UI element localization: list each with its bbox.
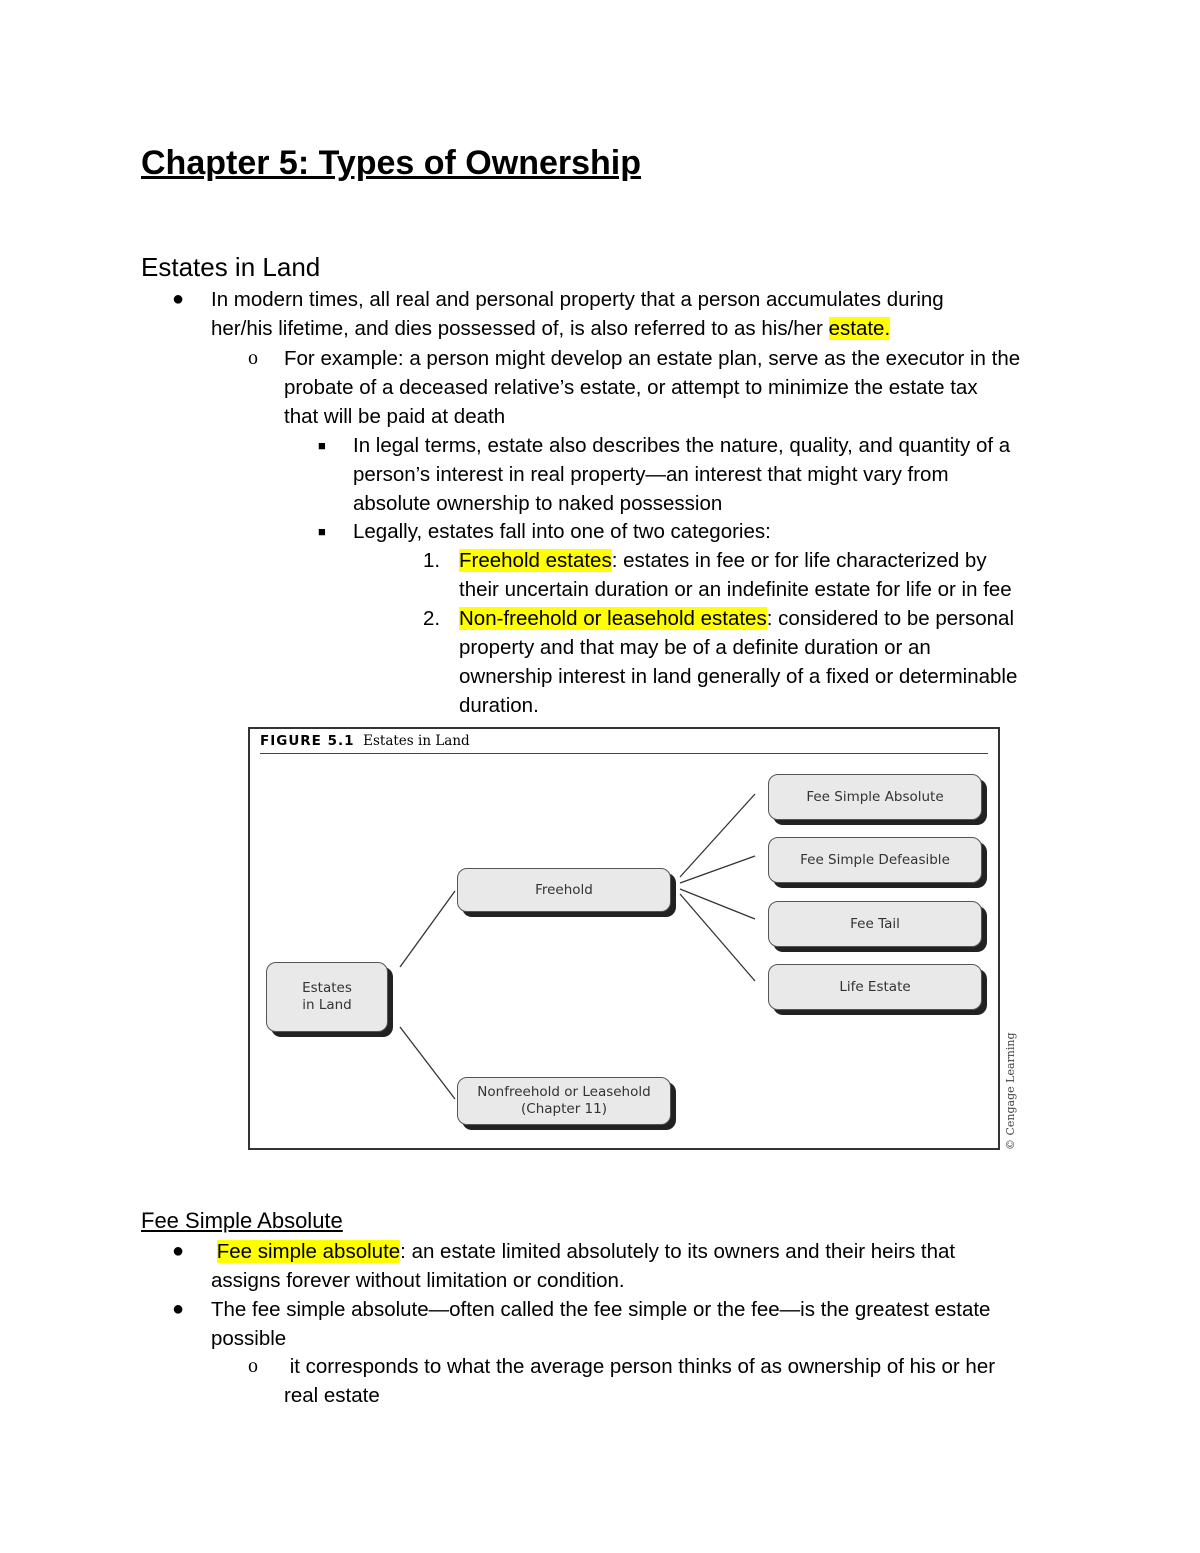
bullet-icon: ● (172, 288, 185, 310)
connector-freehold-fsd (680, 856, 755, 883)
subsub-bullet-text: Legally, estates fall into one of two categories: (353, 520, 771, 543)
figure-title: FIGURE 5.1 Estates in Land (260, 733, 470, 749)
circle-bullet-icon: o (248, 1355, 258, 1377)
bullet-icon: ● (172, 1240, 185, 1262)
connector-freehold-tail (680, 889, 755, 919)
connector-freehold-life (680, 894, 755, 981)
page-title: Chapter 5: Types of Ownership (141, 144, 642, 182)
node-nonfreehold: Nonfreehold or Leasehold (Chapter 11) (457, 1077, 671, 1125)
list-number: 2. (423, 607, 441, 630)
node-freehold: Freehold (457, 868, 671, 912)
node-fee-tail: Fee Tail (768, 901, 982, 947)
highlight-estate: estate. (828, 317, 891, 340)
numbered-item-freehold: Freehold estates: estates in fee or for life characterized by their uncertain duration or an indefinite estate for life or in fee (459, 549, 1012, 601)
sub-bullet-text: it corresponds to what the average person thinks of as ownership of his or her real estate (284, 1355, 996, 1407)
square-bullet-icon: ■ (318, 524, 326, 539)
subsub-bullet-text: In legal terms, estate also describes the nature, quality, and quantity of a person’s interest in real property—an interest that might vary from absolute ownership to naked possession (353, 434, 1011, 515)
bullet-text: Fee simple absolute: an estate limited absolutely to its owners and their heirs that assigns forever without limitation or condition. (211, 1240, 956, 1292)
connector-freehold-fsa (680, 794, 755, 877)
node-estates-in-land: Estates in Land (266, 962, 388, 1032)
bullet-icon: ● (172, 1298, 185, 1320)
node-life-estate: Life Estate (768, 964, 982, 1010)
highlight-fee-simple-absolute: Fee simple absolute (216, 1240, 401, 1263)
section-heading-fee-simple-absolute: Fee Simple Absolute (141, 1208, 343, 1233)
figure-credit: © Cengage Learning (1004, 1032, 1017, 1150)
connector-root-freehold (400, 891, 455, 967)
square-bullet-icon: ■ (318, 438, 326, 453)
circle-bullet-icon: o (248, 347, 258, 369)
figure-estates-in-land (248, 727, 1000, 1150)
bullet-text: In modern times, all real and personal property that a person accumulates during her/his lifetime, and dies possessed of, is also referred to as his/her estate. (211, 288, 944, 340)
highlight-nonfreehold: Non-freehold or leasehold estates (459, 607, 767, 630)
connector-root-nonfreehold (400, 1027, 455, 1099)
highlight-freehold: Freehold estates (459, 549, 612, 572)
list-number: 1. (423, 549, 441, 572)
section-heading-estates-in-land: Estates in Land (141, 252, 321, 282)
node-fee-simple-absolute: Fee Simple Absolute (768, 774, 982, 820)
sub-bullet-text: For example: a person might develop an estate plan, serve as the executor in the probate of a deceased relative’s estate, or attempt to minimize the estate tax that will be paid at death (284, 347, 1021, 428)
numbered-item-nonfreehold: Non-freehold or leasehold estates: considered to be personal property and that may be of a definite duration or an ownership interest in land generally of a fixed or determinable duration. (459, 607, 1018, 717)
bullet-text: The fee simple absolute—often called the fee simple or the fee—is the greatest estate possible (211, 1298, 991, 1350)
node-fee-simple-defeasible: Fee Simple Defeasible (768, 837, 982, 883)
